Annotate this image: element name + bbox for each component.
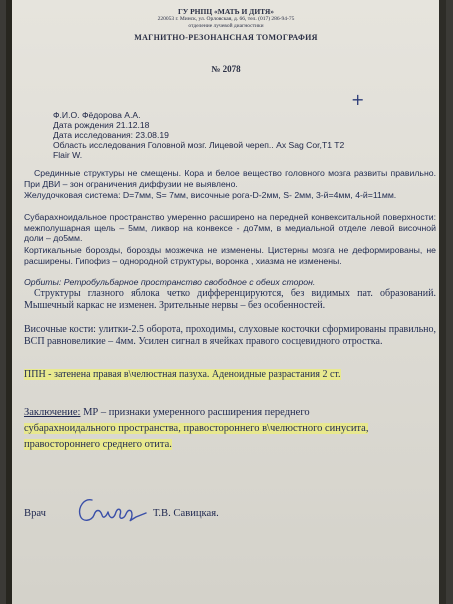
page-edge-right [439, 0, 446, 604]
report-page [6, 0, 446, 604]
doctor-name: Т.В. Савицкая. [153, 508, 219, 519]
study-area-line2: Flair W. [53, 150, 83, 160]
finding-midline: Срединные структуры не смещены. Кора и белое вещество головного мозга развиты правильно. При ДВИ – зон ограничения диффузии не выявлено. [24, 168, 436, 189]
signature-icon [76, 495, 151, 527]
finding-subarachnoid: Субарахноидальное пространство умеренно расширено на передней конвекситальной поверхности: межполушарная щель – 5мм, ликвор на конвексе - до7мм, в медиальной отделе левой височной доли – до5мм. [24, 212, 436, 244]
patient-name: Ф.И.О. Фёдорова А.А. [53, 110, 141, 120]
report-title: МАГНИТНО-РЕЗОНАНСНАЯ ТОМОГРАФИЯ [134, 33, 318, 42]
doctor-label: Врач [24, 508, 46, 519]
finding-eyes: Структуры глазного яблока четко дифференцируются, без видимых пат. образований. Мышечный каркас не изменен. Зрительные нервы – без особенностей. [24, 288, 436, 311]
conclusion-line1 [24, 405, 434, 421]
finding-cortex: Кортикальные борозды, борозды мозжечка не изменены. Цистерны мозга не деформированы, не расширены. Гипофиз – однородной структуры, воронка , хиазма не изменены. [24, 245, 436, 266]
org-address: 220053 г. Минск, ул. Орловская, д. 66, тел. (017) 286-94-75 [157, 16, 295, 22]
finding-orbits: Орбиты: Ретробульбарное пространство свободное с обеих сторон. [24, 277, 316, 287]
page-edge-left [6, 0, 12, 604]
org-name: ГУ РНПЦ «МАТЬ И ДИТЯ» [177, 7, 275, 16]
finding-temporal: Височные кости: улитки-2.5 оборота, проходимы, слуховые косточки сформированы правильно, ВСП равновеликие – 4мм. Усилен сигнал в ячейках правого сосцевидного отростка. [24, 324, 436, 347]
finding-sinus-text: ППН - затенена правая в\челюстная пазуха. Аденоидные разрастания 2 ст. [24, 369, 341, 380]
study-area-line1: Область исследования Головной мозг. Лицевой череп.. Ax Sag Cor,T1 T2 [53, 140, 345, 150]
plus-mark-icon: + [351, 90, 365, 109]
conclusion [24, 405, 434, 453]
conclusion-line2-text: субарахноидального пространства, правостороннего в\челюстного синусита, [24, 423, 369, 434]
conclusion-label: Заключение: [24, 407, 81, 418]
report-number: № 2078 [211, 64, 241, 74]
finding-ventricles: Желудочковая система: D=7мм, S= 7мм, височные рога-D-2мм, S- 2мм, 3-й=4мм, 4-й=11мм. [24, 190, 397, 200]
conclusion-line3-text: правостороннего среднего отита. [24, 439, 172, 450]
finding-sinus [24, 369, 436, 381]
study-date: Дата исследования: 23.08.19 [53, 130, 169, 140]
birth-date: Дата рождения 21.12.18 [53, 120, 150, 130]
conclusion-line1-text: МР – признаки умеренного расширения переднего [80, 407, 310, 418]
department: отделение лучевой диагностики [188, 23, 264, 29]
conclusion-line3 [24, 437, 434, 453]
conclusion-line2 [24, 421, 434, 437]
